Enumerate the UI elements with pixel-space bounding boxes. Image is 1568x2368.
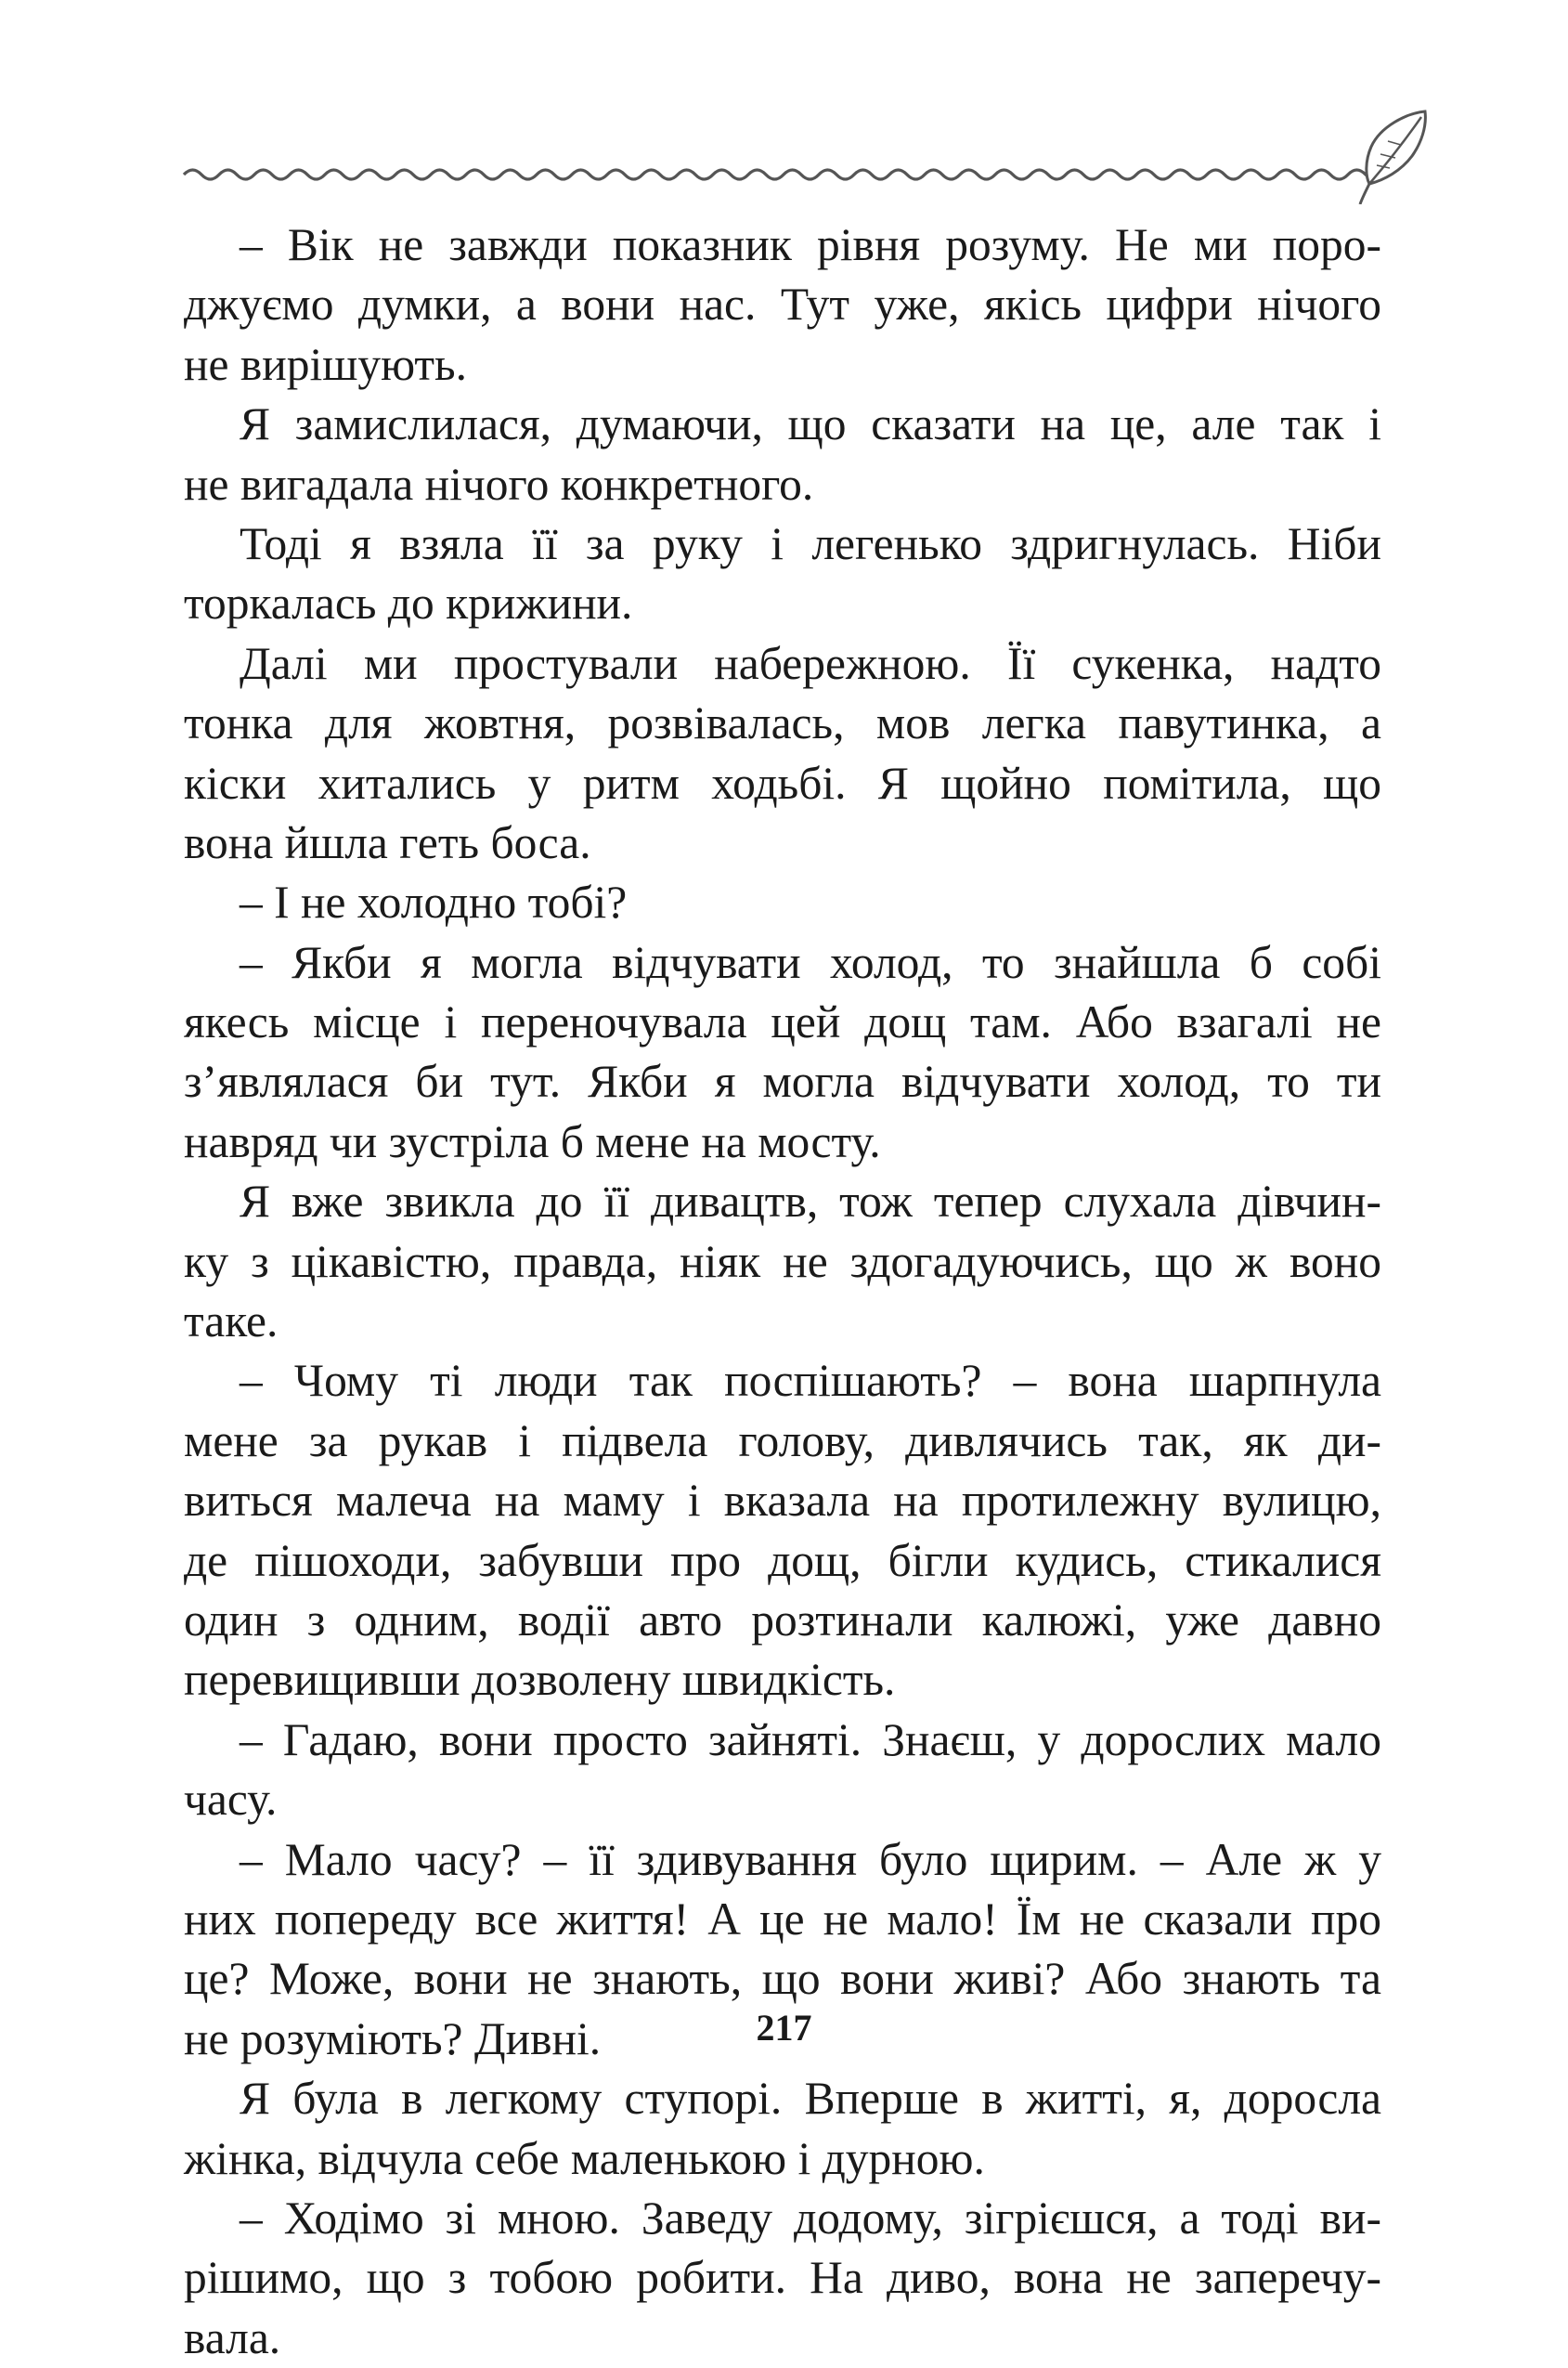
text-line: – І не холодно тобі? [240, 877, 628, 929]
text-line: рішимо, що з тобою робити. На диво, вона не заперечу- [184, 2252, 1381, 2304]
text-line: Я замислилася, думаючи, що сказати на це, але так і [240, 398, 1381, 450]
text-line: часу. [184, 1774, 278, 1826]
text-line: виться малеча на маму і вказала на протилежну вулицю, [184, 1475, 1381, 1527]
text-line: Я була в легкому ступорі. Вперше в житті, я, доросла [240, 2073, 1381, 2125]
text-line: з’являлася би тут. Якби я могла відчувати холод, то ти [184, 1056, 1381, 1108]
text-line: кіски хитались у ритм ходьбі. Я щойно помітила, що [184, 757, 1381, 809]
text-line: – Ходімо зі мною. Заведу додому, зігрієшся, а тоді ви- [240, 2192, 1381, 2244]
text-line: – Мало часу? – її здивування було щирим. – Але ж у [240, 1833, 1381, 1885]
quill-feather-icon [1360, 111, 1425, 204]
text-line: де пішоходи, забувши про дощ, бігли кудись, стикалися [184, 1534, 1381, 1586]
text-line: – Гадаю, вони просто зайняті. Знаєш, у дорослих мало [240, 1713, 1381, 1765]
text-line: – Якби я могла відчувати холод, то знайшла б собі [240, 936, 1381, 988]
text-line: вала. [184, 2311, 281, 2363]
text-line: Тоді я взяла її за руку і легенько здригнулась. Ніби [240, 517, 1381, 569]
text-line: це? Може, вони не знають, що вони живі? Або знають та [184, 1953, 1381, 2005]
text-line: не вирішують. [184, 338, 467, 390]
text-line: таке. [184, 1295, 279, 1347]
text-line: ку з цікавістю, правда, ніяк не здогадуючись, що ж воно [184, 1235, 1381, 1287]
text-line: не вигадала нічого конкретного. [184, 458, 814, 510]
text-line: жінка, відчула себе маленькою і дурною. [184, 2132, 985, 2184]
text-line: перевищивши дозволену швидкість. [184, 1654, 896, 1706]
text-line: навряд чи зустріла б мене на мосту. [184, 1115, 881, 1167]
wavy-line [184, 170, 1383, 179]
text-line: тонка для жовтня, розвівалась, мов легка павутинка, а [184, 697, 1381, 749]
text-line: один з одним, водії авто розтинали калюжі, уже давно [184, 1594, 1381, 1646]
text-line: них попереду все життя! А це не мало! Їм не сказали про [184, 1893, 1381, 1945]
text-line: торкалась до крижини. [184, 578, 633, 630]
text-line: – Чому ті люди так поспішають? – вона шарпнула [240, 1355, 1381, 1407]
header-ornament [176, 102, 1439, 204]
text-line: джуємо думки, а вони нас. Тут уже, якісь цифри нічого [184, 279, 1381, 331]
text-line: мене за рукав і підвела голову, дивлячись так, як ди- [184, 1414, 1381, 1466]
page-number: 217 [756, 2007, 812, 2049]
text-line: Далі ми простували набережною. Її сукенка, надто [240, 637, 1381, 689]
text-line: не розуміють? Дивні. [184, 2012, 602, 2064]
text-line: – Вік не завжди показник рівня розуму. Не ми поро- [240, 219, 1381, 270]
text-line: якесь місце і переночувала цей дощ там. Або взагалі не [184, 996, 1381, 1048]
text-line: вона йшла геть боса. [184, 816, 591, 868]
text-line: Я вже звикла до її дивацтв, тож тепер слухала дівчин- [240, 1176, 1381, 1228]
